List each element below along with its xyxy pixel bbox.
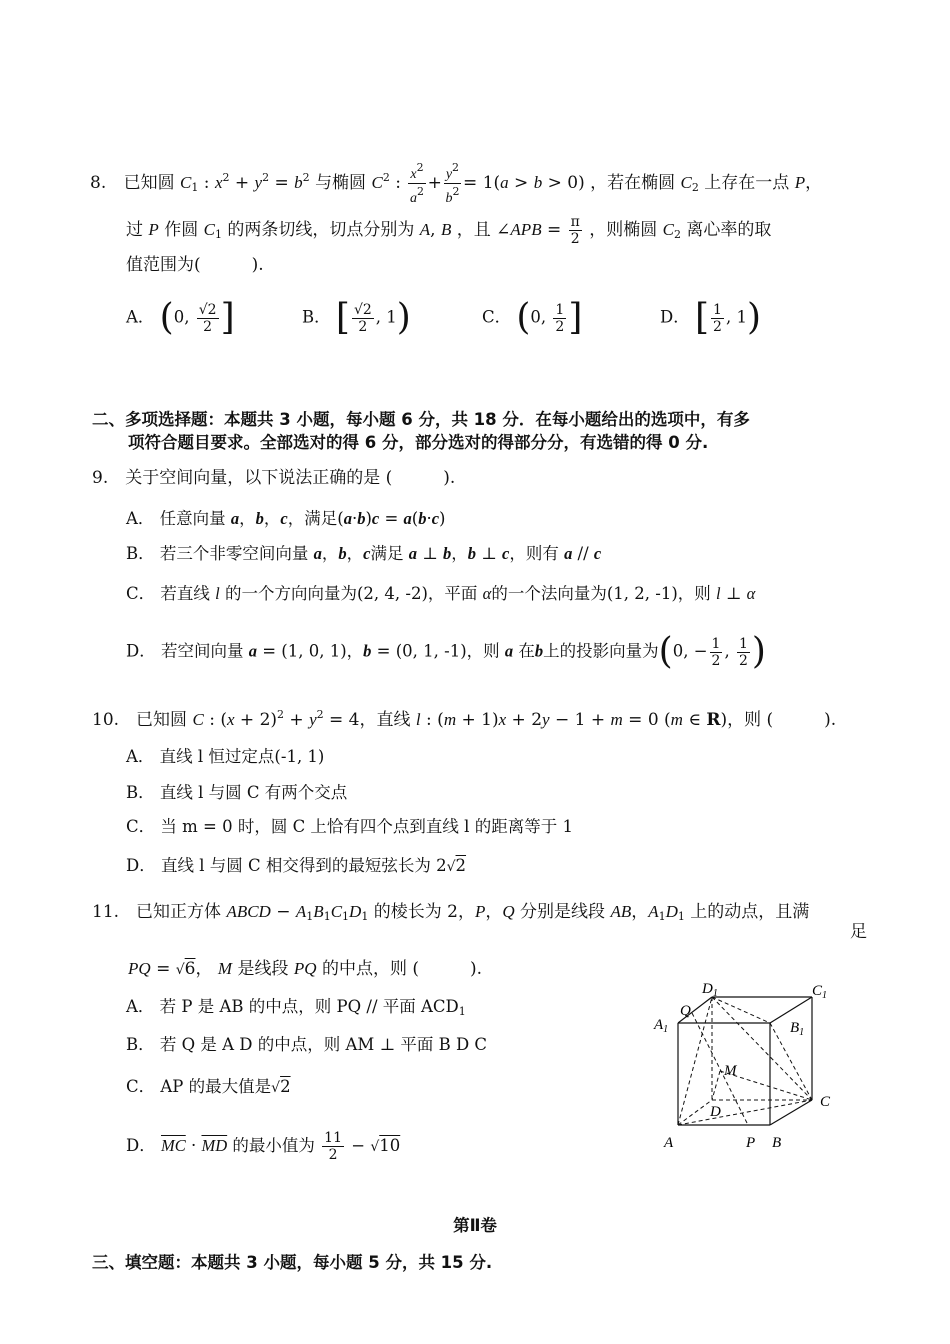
q8-number: 8. xyxy=(90,173,107,193)
section2-heading: 二、多项选择题：本题共 3 小题，每小题 6 分，共 18 分．在每小题给出的选项中，有多 xyxy=(92,410,750,429)
q11-stem: 11. 已知正方体 ABCD − $A_1B_1C_1D_1$ 的棱长为 2，P，Q 分别是线段 AB，$A_1D_1$ 上的动点，且满 xyxy=(92,902,810,923)
svg-text:M: M xyxy=(724,1063,737,1079)
q11-option-d: D． $\overline{MC} \cdot \overline{MD}$ 的最小值为 $\frac{11}{2}$ − √10 xyxy=(126,1130,401,1163)
q11-option-c: C． AP 的最大值是√2 xyxy=(126,1077,291,1096)
svg-text:B: B xyxy=(772,1135,782,1151)
q8-option-b: B． [ $\frac{√2}{2}$ , 1) xyxy=(302,297,411,338)
q10-option-b: B． 直线 l 与圆 C 有两个交点 xyxy=(126,783,348,802)
q11-stem-wrap: 足 xyxy=(850,922,867,942)
part2-title: 第Ⅱ卷 xyxy=(453,1216,497,1235)
q8-line3: 值范围为( ). xyxy=(126,255,264,275)
svg-text:C: C xyxy=(820,1094,831,1110)
svg-text:A1: $A_1$ xyxy=(654,1017,669,1035)
cube-figure xyxy=(650,975,870,1160)
q9-stem: 9. 关于空间向量，以下说法正确的是 ( ). xyxy=(92,468,456,488)
q10-option-d: D． 直线 l 与圆 C 相交得到的最短弦长为 2√2 xyxy=(126,856,467,875)
svg-text:A: A xyxy=(664,1135,674,1151)
q10-option-a: A． 直线 l 恒过定点(-1, 1) xyxy=(126,747,325,766)
svg-text:C1: $C_1$ xyxy=(812,983,828,1001)
q8-option-a: A． (0, $\frac{√2}{2}$ ] xyxy=(126,297,235,338)
q9-option-c: C． 若直线 l 的一个方向向量为(2, 4, -2)，平面 α的一个法向量为(1, 2, -1)，则 l ⊥ α xyxy=(126,584,756,603)
svg-text:Q: Q xyxy=(680,1003,691,1019)
q10-option-c: C． 当 m = 0 时，圆 C 上恰有四个点到直线 l 的距离等于 1 xyxy=(126,817,573,836)
q8-option-d: D． [ $\frac{1}{2}$ , 1) xyxy=(660,297,761,338)
q9-option-b: B． 若三个非零空间向量 a，b，c满足 a ⊥ b，b ⊥ c，则有 a // c xyxy=(126,544,602,563)
section3-heading: 三、填空题：本题共 3 小题，每小题 5 分，共 15 分. xyxy=(92,1253,493,1272)
section2-heading-cont: 项符合题目要求。全部选对的得 6 分，部分选对的得部分分，有选错的得 0 分. xyxy=(128,433,709,452)
q8-line1: 8. 已知圆 $C_1$ : $x^2 + y^2 = b^2$ 与椭圆 $C^2$ : $\frac{x^2}{a^2}$ + $\frac{y^2}{b^2}$ = 1(a > b > 0) ，若在椭圆 $C_2$ 上存在一点 P， xyxy=(90,161,823,206)
svg-text:D: D xyxy=(710,1104,721,1120)
q8-option-c: C． (0, $\frac{1}{2}$ ] xyxy=(482,297,583,338)
q9-option-d: D． 若空间向量 a = (1, 0, 1)，b = (0, 1, -1)，则 a 在b上的投影向量为(0, − $\frac{1}{2}$ , $\frac{1}{2}$ ) xyxy=(126,631,766,672)
q9-option-a: A． 任意向量 a，b，c，满足(a·b)c = a(b·c) xyxy=(126,509,446,528)
svg-text:P: P xyxy=(746,1135,756,1151)
q11-line2: PQ = √6， M 是线段 PQ 的中点，则 ( ). xyxy=(128,959,483,979)
q8-line2: 过 P 作圆 $C_1$ 的两条切线，切点分别为 A, B ，且 ∠APB = $\frac{\pi}{2}$ ，则椭圆 $C_2$ 离心率的取 xyxy=(126,214,772,247)
q10-stem: 10. 已知圆 C : $(x + 2)^2 + y^2 = 4$，直线 l : (m + 1)x + 2y − 1 + m = 0 (m ∈ R)，则 ( ). xyxy=(92,708,837,730)
svg-text:D1: $D_1$ xyxy=(702,981,718,999)
q11-option-a: A． 若 P 是 AB 的中点，则 PQ // 平面 $ACD_1$ xyxy=(126,997,466,1018)
svg-text:B1: $B_1$ xyxy=(790,1020,805,1038)
q11-option-b: B． 若 Q 是 A D 的中点，则 AM ⊥ 平面 B D C xyxy=(126,1035,488,1054)
